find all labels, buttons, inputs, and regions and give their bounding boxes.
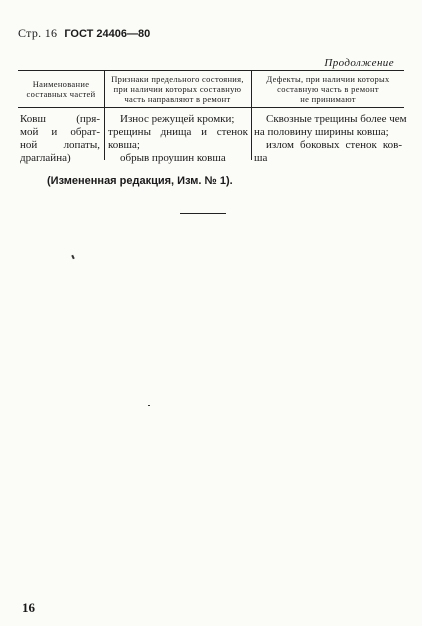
ink-speck [148, 405, 150, 406]
page-label: Стр. 16 [18, 26, 58, 40]
cell-component: Ковш (пря- мой и обрат- ной лопаты, драглайна) [20, 113, 100, 164]
amendment-note: (Измененная редакция, Изм. № 1). [47, 175, 233, 187]
continued-label: Продолжение [324, 57, 394, 69]
column-divider-2 [251, 70, 252, 160]
cell-defects: Сквозные трещины более чем на половину ширины ковша; излом боковых стенок ков- ша [254, 113, 407, 164]
page-number: 16 [22, 600, 35, 615]
table-top-rule [18, 70, 404, 71]
separator-rule [180, 213, 226, 214]
column-divider-1 [104, 70, 105, 160]
table-header-rule [18, 107, 404, 108]
header-col1: Наименование составных частей [26, 79, 96, 99]
cell-limit-signs: Износ режущей кромки; трещины днища и стенок ковша; обрыв проушин ковша [108, 113, 248, 164]
header-col2: Признаки предельного состояния, при наличии которых составную часть направляют в ремонт [111, 74, 244, 104]
ink-speck [71, 255, 75, 259]
header-col3: Дефекты, при наличии которых составную часть в ремонт не принимают [266, 74, 390, 104]
standard-code: ГОСТ 24406—80 [64, 28, 151, 40]
page-header [18, 26, 150, 41]
